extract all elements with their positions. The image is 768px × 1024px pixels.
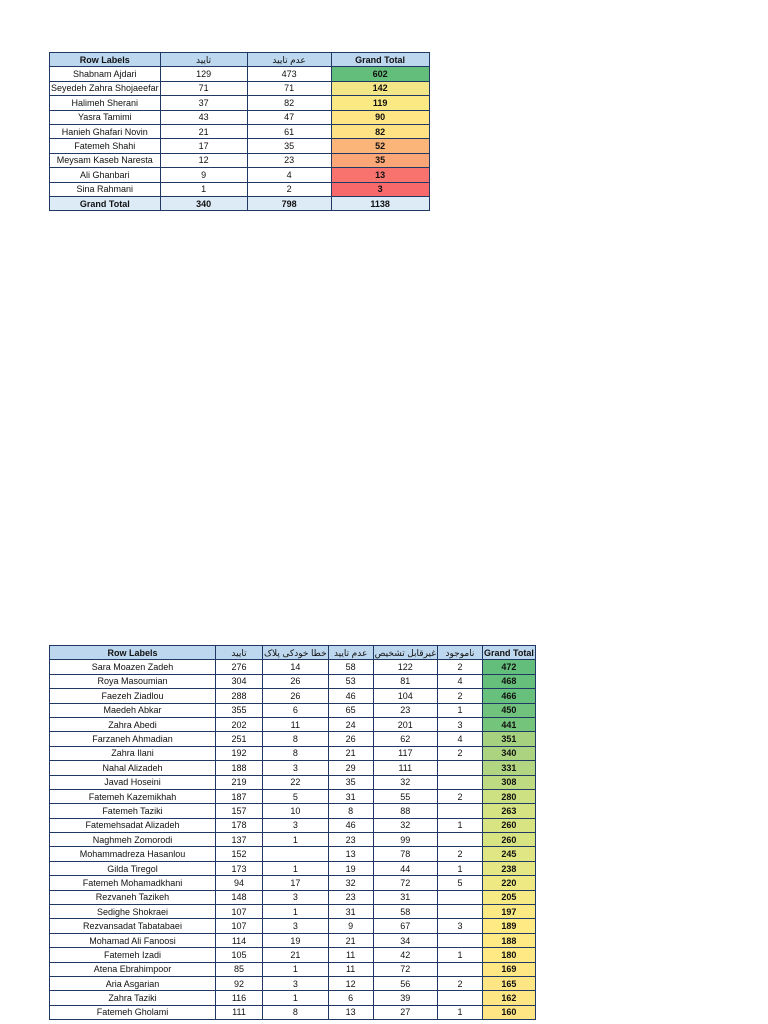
- cell-unavailable[interactable]: [437, 890, 482, 904]
- cell-approved[interactable]: 37: [160, 96, 247, 110]
- cell-grand-total[interactable]: 165: [482, 976, 535, 990]
- cell-approved[interactable]: 288: [216, 689, 263, 703]
- cell-approved[interactable]: 157: [216, 804, 263, 818]
- row-label[interactable]: Rezvaneh Tazikeh: [50, 890, 216, 904]
- cell-unrecognizable[interactable]: 201: [373, 717, 437, 731]
- cell-grand-total[interactable]: 220: [482, 876, 535, 890]
- cell-unavailable[interactable]: 1: [437, 818, 482, 832]
- cell-unrecognizable[interactable]: 34: [373, 933, 437, 947]
- cell-approved[interactable]: 188: [216, 761, 263, 775]
- table-row: [50, 905, 536, 919]
- cell-not-approved[interactable]: 11: [328, 948, 373, 962]
- cell-unavailable[interactable]: 1: [437, 948, 482, 962]
- header-not-approved[interactable]: عدم تایید: [247, 53, 331, 67]
- table-row: [50, 890, 536, 904]
- cell-approved[interactable]: 105: [216, 948, 263, 962]
- cell-plate-error[interactable]: 3: [263, 919, 329, 933]
- grand-total-label[interactable]: Grand Total: [50, 196, 161, 210]
- table-row: [50, 110, 430, 124]
- cell-not-approved[interactable]: 35: [247, 139, 331, 153]
- row-label[interactable]: Fatemeh Mohamadkhani: [50, 876, 216, 890]
- row-label[interactable]: Sedighe Shokraei: [50, 905, 216, 919]
- row-label[interactable]: Shabnam Ajdari: [50, 67, 161, 81]
- cell-approved[interactable]: 178: [216, 818, 263, 832]
- cell-approved[interactable]: 71: [160, 81, 247, 95]
- cell-grand-total[interactable]: 188: [482, 933, 535, 947]
- cell-not-approved[interactable]: 23: [328, 890, 373, 904]
- cell-plate-error[interactable]: 17: [263, 876, 329, 890]
- cell-unrecognizable[interactable]: 78: [373, 847, 437, 861]
- header-unrecognizable[interactable]: غیرقابل تشخیص: [373, 646, 437, 660]
- cell-plate-error[interactable]: 22: [263, 775, 329, 789]
- header-row-labels[interactable]: Row Labels: [50, 53, 161, 67]
- cell-plate-error[interactable]: [263, 847, 329, 861]
- cell-not-approved[interactable]: 21: [328, 746, 373, 760]
- cell-not-approved[interactable]: 21: [328, 933, 373, 947]
- row-label[interactable]: Nahal Alizadeh: [50, 761, 216, 775]
- cell-grand-total[interactable]: 169: [482, 962, 535, 976]
- cell-approved[interactable]: 114: [216, 933, 263, 947]
- table-row: [50, 689, 536, 703]
- row-label[interactable]: Fatemeh Shahi: [50, 139, 161, 153]
- table-row: [50, 732, 536, 746]
- table-row: [50, 1005, 536, 1019]
- cell-plate-error[interactable]: 10: [263, 804, 329, 818]
- cell-grand-total[interactable]: 351: [482, 732, 535, 746]
- grand-total-row: [50, 196, 430, 210]
- cell-approved[interactable]: 1: [160, 182, 247, 196]
- cell-grand-total[interactable]: 602: [331, 67, 429, 81]
- cell-unavailable[interactable]: [437, 775, 482, 789]
- grand-total-overall[interactable]: 1138: [331, 196, 429, 210]
- cell-approved[interactable]: 21: [160, 124, 247, 138]
- cell-approved[interactable]: 276: [216, 660, 263, 674]
- cell-grand-total[interactable]: 260: [482, 833, 535, 847]
- table-row: [50, 717, 536, 731]
- table-row: [50, 761, 536, 775]
- cell-unrecognizable[interactable]: 72: [373, 962, 437, 976]
- cell-not-approved[interactable]: 31: [328, 905, 373, 919]
- table-row: [50, 746, 536, 760]
- table-row: [50, 182, 430, 196]
- row-label[interactable]: Farzaneh Ahmadian: [50, 732, 216, 746]
- cell-grand-total[interactable]: 468: [482, 674, 535, 688]
- row-label[interactable]: Hanieh Ghafari Novin: [50, 124, 161, 138]
- table-row: [50, 124, 430, 138]
- cell-plate-error[interactable]: 21: [263, 948, 329, 962]
- cell-not-approved[interactable]: 46: [328, 818, 373, 832]
- cell-unavailable[interactable]: [437, 933, 482, 947]
- cell-approved[interactable]: 192: [216, 746, 263, 760]
- cell-not-approved[interactable]: 65: [328, 703, 373, 717]
- table-row: [50, 703, 536, 717]
- header-row-labels[interactable]: Row Labels: [50, 646, 216, 660]
- cell-approved[interactable]: 152: [216, 847, 263, 861]
- cell-not-approved[interactable]: 13: [328, 1005, 373, 1019]
- row-label[interactable]: Seyedeh Zahra Shojaeefar: [50, 81, 161, 95]
- cell-not-approved[interactable]: 8: [328, 804, 373, 818]
- cell-approved[interactable]: 94: [216, 876, 263, 890]
- row-label[interactable]: Rezvansadat Tabatabaei: [50, 919, 216, 933]
- cell-unavailable[interactable]: 1: [437, 861, 482, 875]
- cell-unavailable[interactable]: [437, 833, 482, 847]
- cell-grand-total[interactable]: 119: [331, 96, 429, 110]
- table-row: [50, 976, 536, 990]
- cell-plate-error[interactable]: 8: [263, 746, 329, 760]
- cell-unavailable[interactable]: [437, 962, 482, 976]
- cell-unavailable[interactable]: 5: [437, 876, 482, 890]
- cell-grand-total[interactable]: 466: [482, 689, 535, 703]
- cell-not-approved[interactable]: 19: [328, 861, 373, 875]
- cell-not-approved[interactable]: 46: [328, 689, 373, 703]
- cell-plate-error[interactable]: 11: [263, 717, 329, 731]
- cell-not-approved[interactable]: 82: [247, 96, 331, 110]
- cell-approved[interactable]: 251: [216, 732, 263, 746]
- cell-not-approved[interactable]: 6: [328, 991, 373, 1005]
- cell-approved[interactable]: 107: [216, 905, 263, 919]
- header-grand-total[interactable]: Grand Total: [331, 53, 429, 67]
- row-label[interactable]: Gilda Tiregol: [50, 861, 216, 875]
- cell-approved[interactable]: 187: [216, 789, 263, 803]
- cell-unrecognizable[interactable]: 31: [373, 890, 437, 904]
- row-label[interactable]: Yasra Tamimi: [50, 110, 161, 124]
- grand-total-approved[interactable]: 340: [160, 196, 247, 210]
- cell-not-approved[interactable]: 32: [328, 876, 373, 890]
- cell-unrecognizable[interactable]: 122: [373, 660, 437, 674]
- cell-unavailable[interactable]: [437, 804, 482, 818]
- cell-unrecognizable[interactable]: 117: [373, 746, 437, 760]
- table-row: [50, 833, 536, 847]
- cell-grand-total[interactable]: 90: [331, 110, 429, 124]
- cell-not-approved[interactable]: 9: [328, 919, 373, 933]
- pivot-table-detail: [49, 645, 536, 1020]
- cell-plate-error[interactable]: 3: [263, 890, 329, 904]
- cell-grand-total[interactable]: 263: [482, 804, 535, 818]
- row-label[interactable]: Halimeh Sherani: [50, 96, 161, 110]
- cell-unavailable[interactable]: 3: [437, 919, 482, 933]
- row-label[interactable]: Javad Hoseini: [50, 775, 216, 789]
- cell-plate-error[interactable]: 6: [263, 703, 329, 717]
- cell-approved[interactable]: 116: [216, 991, 263, 1005]
- cell-not-approved[interactable]: 11: [328, 962, 373, 976]
- cell-unrecognizable[interactable]: 56: [373, 976, 437, 990]
- row-label[interactable]: Aria Asgarian: [50, 976, 216, 990]
- cell-not-approved[interactable]: 35: [328, 775, 373, 789]
- cell-unavailable[interactable]: 2: [437, 789, 482, 803]
- cell-approved[interactable]: 85: [216, 962, 263, 976]
- row-label[interactable]: Ali Ghanbari: [50, 168, 161, 182]
- table-row: [50, 168, 430, 182]
- table-row: [50, 818, 536, 832]
- cell-plate-error[interactable]: 3: [263, 818, 329, 832]
- cell-unrecognizable[interactable]: 104: [373, 689, 437, 703]
- table-row: [50, 876, 536, 890]
- cell-unavailable[interactable]: [437, 761, 482, 775]
- header-row: [50, 646, 536, 660]
- row-label[interactable]: Zahra Taziki: [50, 991, 216, 1005]
- cell-grand-total[interactable]: 472: [482, 660, 535, 674]
- cell-approved[interactable]: 43: [160, 110, 247, 124]
- cell-unrecognizable[interactable]: 88: [373, 804, 437, 818]
- row-label[interactable]: Faezeh Ziadlou: [50, 689, 216, 703]
- cell-grand-total[interactable]: 3: [331, 182, 429, 196]
- cell-unrecognizable[interactable]: 99: [373, 833, 437, 847]
- cell-unavailable[interactable]: 2: [437, 976, 482, 990]
- grand-total-not-approved[interactable]: 798: [247, 196, 331, 210]
- row-label[interactable]: Fatemeh Izadi: [50, 948, 216, 962]
- header-approved[interactable]: تایید: [216, 646, 263, 660]
- table-row: [50, 67, 430, 81]
- pivot-table-summary: [49, 52, 430, 211]
- cell-grand-total[interactable]: 82: [331, 124, 429, 138]
- cell-not-approved[interactable]: 23: [247, 153, 331, 167]
- cell-unavailable[interactable]: 2: [437, 660, 482, 674]
- row-label[interactable]: Fatemeh Gholami: [50, 1005, 216, 1019]
- cell-plate-error[interactable]: 26: [263, 689, 329, 703]
- table-row: [50, 81, 430, 95]
- cell-plate-error[interactable]: 8: [263, 1005, 329, 1019]
- row-label[interactable]: Mohammadreza Hasanlou: [50, 847, 216, 861]
- row-label[interactable]: Fatemehsadat Alizadeh: [50, 818, 216, 832]
- cell-plate-error[interactable]: 1: [263, 833, 329, 847]
- cell-not-approved[interactable]: 473: [247, 67, 331, 81]
- cell-approved[interactable]: 304: [216, 674, 263, 688]
- cell-not-approved[interactable]: 23: [328, 833, 373, 847]
- header-grand-total[interactable]: Grand Total: [482, 646, 535, 660]
- cell-unrecognizable[interactable]: 32: [373, 775, 437, 789]
- cell-not-approved[interactable]: 24: [328, 717, 373, 731]
- cell-grand-total[interactable]: 280: [482, 789, 535, 803]
- cell-unrecognizable[interactable]: 42: [373, 948, 437, 962]
- cell-plate-error[interactable]: 1: [263, 905, 329, 919]
- table-row: [50, 660, 536, 674]
- cell-approved[interactable]: 173: [216, 861, 263, 875]
- table-row: [50, 139, 430, 153]
- cell-not-approved[interactable]: 12: [328, 976, 373, 990]
- cell-unrecognizable[interactable]: 81: [373, 674, 437, 688]
- cell-grand-total[interactable]: 35: [331, 153, 429, 167]
- table-row: [50, 96, 430, 110]
- row-label[interactable]: Zahra Ilani: [50, 746, 216, 760]
- cell-not-approved[interactable]: 61: [247, 124, 331, 138]
- row-label[interactable]: Sara Moazen Zadeh: [50, 660, 216, 674]
- cell-approved[interactable]: 92: [216, 976, 263, 990]
- cell-approved[interactable]: 17: [160, 139, 247, 153]
- header-row: [50, 53, 430, 67]
- cell-not-approved[interactable]: 26: [328, 732, 373, 746]
- cell-grand-total[interactable]: 13: [331, 168, 429, 182]
- cell-unrecognizable[interactable]: 39: [373, 991, 437, 1005]
- cell-unrecognizable[interactable]: 44: [373, 861, 437, 875]
- row-label[interactable]: Fatemeh Kazemikhah: [50, 789, 216, 803]
- cell-unrecognizable[interactable]: 62: [373, 732, 437, 746]
- cell-unrecognizable[interactable]: 111: [373, 761, 437, 775]
- row-label[interactable]: Roya Masoumian: [50, 674, 216, 688]
- cell-approved[interactable]: 355: [216, 703, 263, 717]
- cell-unavailable[interactable]: 2: [437, 847, 482, 861]
- cell-approved[interactable]: 107: [216, 919, 263, 933]
- cell-unrecognizable[interactable]: 67: [373, 919, 437, 933]
- cell-grand-total[interactable]: 197: [482, 905, 535, 919]
- cell-plate-error[interactable]: 1: [263, 861, 329, 875]
- cell-grand-total[interactable]: 260: [482, 818, 535, 832]
- cell-plate-error[interactable]: 8: [263, 732, 329, 746]
- cell-plate-error[interactable]: 14: [263, 660, 329, 674]
- table-row: [50, 962, 536, 976]
- row-label[interactable]: Meysam Kaseb Naresta: [50, 153, 161, 167]
- cell-not-approved[interactable]: 31: [328, 789, 373, 803]
- cell-unavailable[interactable]: [437, 991, 482, 1005]
- cell-not-approved[interactable]: 13: [328, 847, 373, 861]
- cell-grand-total[interactable]: 308: [482, 775, 535, 789]
- table-row: [50, 789, 536, 803]
- cell-unavailable[interactable]: 1: [437, 703, 482, 717]
- cell-approved[interactable]: 9: [160, 168, 247, 182]
- cell-grand-total[interactable]: 340: [482, 746, 535, 760]
- table-row: [50, 775, 536, 789]
- row-label[interactable]: Maedeh Abkar: [50, 703, 216, 717]
- table-row: [50, 861, 536, 875]
- header-not-approved[interactable]: عدم تایید: [328, 646, 373, 660]
- cell-unavailable[interactable]: 1: [437, 1005, 482, 1019]
- cell-not-approved[interactable]: 71: [247, 81, 331, 95]
- cell-not-approved[interactable]: 53: [328, 674, 373, 688]
- cell-unrecognizable[interactable]: 58: [373, 905, 437, 919]
- cell-approved[interactable]: 129: [160, 67, 247, 81]
- cell-unrecognizable[interactable]: 55: [373, 789, 437, 803]
- cell-not-approved[interactable]: 58: [328, 660, 373, 674]
- cell-plate-error[interactable]: 3: [263, 976, 329, 990]
- header-plate-error[interactable]: خطا خودکی پلاک: [263, 646, 329, 660]
- cell-grand-total[interactable]: 238: [482, 861, 535, 875]
- cell-approved[interactable]: 137: [216, 833, 263, 847]
- row-label[interactable]: Fatemeh Taziki: [50, 804, 216, 818]
- cell-unrecognizable[interactable]: 23: [373, 703, 437, 717]
- table-row: [50, 948, 536, 962]
- cell-unavailable[interactable]: 2: [437, 746, 482, 760]
- row-label[interactable]: Atena Ebrahimpoor: [50, 962, 216, 976]
- cell-grand-total[interactable]: 160: [482, 1005, 535, 1019]
- cell-not-approved[interactable]: 2: [247, 182, 331, 196]
- cell-unavailable[interactable]: 3: [437, 717, 482, 731]
- cell-grand-total[interactable]: 162: [482, 991, 535, 1005]
- cell-grand-total[interactable]: 189: [482, 919, 535, 933]
- cell-grand-total[interactable]: 331: [482, 761, 535, 775]
- cell-plate-error[interactable]: 19: [263, 933, 329, 947]
- cell-approved[interactable]: 148: [216, 890, 263, 904]
- table-row: [50, 919, 536, 933]
- cell-approved[interactable]: 202: [216, 717, 263, 731]
- cell-plate-error[interactable]: 26: [263, 674, 329, 688]
- cell-approved[interactable]: 219: [216, 775, 263, 789]
- cell-not-approved[interactable]: 29: [328, 761, 373, 775]
- table-row: [50, 847, 536, 861]
- cell-not-approved[interactable]: 4: [247, 168, 331, 182]
- cell-unavailable[interactable]: 4: [437, 732, 482, 746]
- cell-unavailable[interactable]: 2: [437, 689, 482, 703]
- table-row: [50, 153, 430, 167]
- cell-not-approved[interactable]: 47: [247, 110, 331, 124]
- cell-unrecognizable[interactable]: 72: [373, 876, 437, 890]
- table-row: [50, 991, 536, 1005]
- cell-unrecognizable[interactable]: 27: [373, 1005, 437, 1019]
- table-row: [50, 804, 536, 818]
- cell-unrecognizable[interactable]: 32: [373, 818, 437, 832]
- cell-grand-total[interactable]: 205: [482, 890, 535, 904]
- table-row: [50, 933, 536, 947]
- cell-grand-total[interactable]: 441: [482, 717, 535, 731]
- cell-plate-error[interactable]: 5: [263, 789, 329, 803]
- cell-unavailable[interactable]: [437, 905, 482, 919]
- row-label[interactable]: Naghmeh Zomorodi: [50, 833, 216, 847]
- header-approved[interactable]: تایید: [160, 53, 247, 67]
- header-unavailable[interactable]: ناموجود: [437, 646, 482, 660]
- cell-approved[interactable]: 12: [160, 153, 247, 167]
- cell-approved[interactable]: 111: [216, 1005, 263, 1019]
- cell-grand-total[interactable]: 450: [482, 703, 535, 717]
- row-label[interactable]: Zahra Abedi: [50, 717, 216, 731]
- cell-plate-error[interactable]: 1: [263, 962, 329, 976]
- cell-grand-total[interactable]: 245: [482, 847, 535, 861]
- cell-grand-total[interactable]: 180: [482, 948, 535, 962]
- cell-unavailable[interactable]: 4: [437, 674, 482, 688]
- cell-grand-total[interactable]: 142: [331, 81, 429, 95]
- row-label[interactable]: Sina Rahmani: [50, 182, 161, 196]
- table-row: [50, 674, 536, 688]
- cell-grand-total[interactable]: 52: [331, 139, 429, 153]
- cell-plate-error[interactable]: 3: [263, 761, 329, 775]
- row-label[interactable]: Mohamad Ali Fanoosi: [50, 933, 216, 947]
- cell-plate-error[interactable]: 1: [263, 991, 329, 1005]
